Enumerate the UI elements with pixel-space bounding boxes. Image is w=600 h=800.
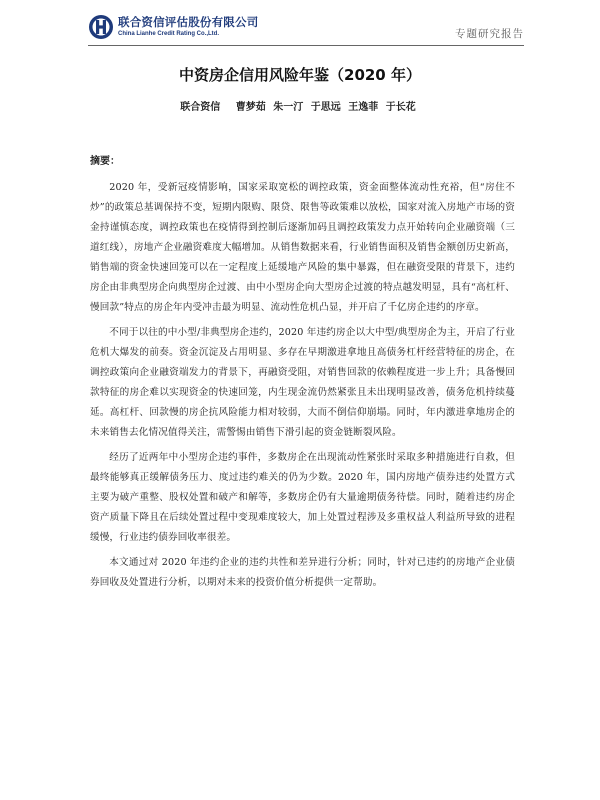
- report-type-label: 专题研究报告: [455, 28, 524, 40]
- author-name: 朱一汀: [273, 102, 304, 113]
- author-name: 曹梦茹: [235, 102, 266, 113]
- abstract-body: [90, 178, 515, 598]
- author-name: 于思远: [310, 102, 341, 113]
- author-organization: 联合资信: [180, 102, 221, 113]
- logo-name-cn: 联合资信评估股份有限公司: [118, 15, 259, 30]
- logo-name-en: China Lianhe Credit Rating Co.,Ltd.: [118, 30, 219, 37]
- header-divider: [88, 45, 524, 46]
- abstract-paragraph: 2020 年，受新冠疫情影响，国家采取宽松的调控政策，资金面整体流动性充裕，但“房住不炒”的政策总基调保持不变，短期内限购、限贷、限售等政策难以放松，国家对流入房地产市场的资金持谨慎态度，调控政策也在疫情得到控制后逐渐加码且调控政策发力点开始转向企业融资端（三道红线），房地产企业融资难度大幅增加。从销售数据来看，行业销售面积及销售金额创历史新高，销售端的资金快速回笼可以在一定程度上延缓地产风险的集中暴露，但在融资受限的背景下，违约房企由非典型房企向典型房企过渡、由中小型房企向大型房企过渡的特点越发明显，具有“高杠杆、慢回款”特点的房企年内受冲击最为明显、流动性危机凸显，并开启了千亿房企违约的序章。: [90, 182, 515, 313]
- abstract-paragraph: 本文通过对 2020 年违约企业的违约共性和差异进行分析；同时，针对已违约的房地产企业债券回收及处置进行分析，以期对未来的投资价值分析提供一定帮助。: [90, 557, 515, 588]
- abstract-paragraph: 不同于以往的中小型/非典型房企违约，2020 年违约房企以大中型/典型房企为主，开启了行业危机大爆发的前奏。资金沉淀及占用明显、多存在早期激进拿地且高债务杠杆经营特征的房企，在调控政策向企业融资端发力的背景下，再融资受阻，对销售回款的依赖程度进一步上升；具备慢回款特征的房企难以实现资金的快速回笼，内生现金流仍然紧张且未出现明显改善，债务危机持续蔓延。高杠杆、回款慢的房企抗风险能力相对较弱，大而不倒信仰崩塌。同时，年内激进拿地房企的未来销售去化情况值得关注，需警惕由销售下滑引起的资金链断裂风险。: [90, 327, 515, 438]
- author-line: [0, 98, 600, 113]
- author-name: 于长花: [385, 102, 416, 113]
- page-title: 中资房企信用风险年鉴（2020 年）: [179, 66, 421, 84]
- abstract-heading: 摘要：: [90, 156, 120, 167]
- page-header: [88, 14, 524, 44]
- logo-mark-icon: [88, 14, 114, 40]
- author-name: 王逸菲: [348, 102, 379, 113]
- company-logo: [88, 14, 258, 40]
- abstract-paragraph: 经历了近两年中小型房企违约事件，多数房企在出现流动性紧张时采取多种措施进行自救，但最终能够真正缓解债务压力、度过违约难关的仍为少数。2020 年，国内房地产债券违约处置方式主要为破产重整、股权处置和破产和解等，多数房企仍有大量逾期债务待偿。同时，随着违约房企资产质量下降且在后续处置过程中变现难度较大，加上处置过程涉及多重权益人利益所导致的进程缓慢，行业违约债券回收率很差。: [90, 452, 515, 543]
